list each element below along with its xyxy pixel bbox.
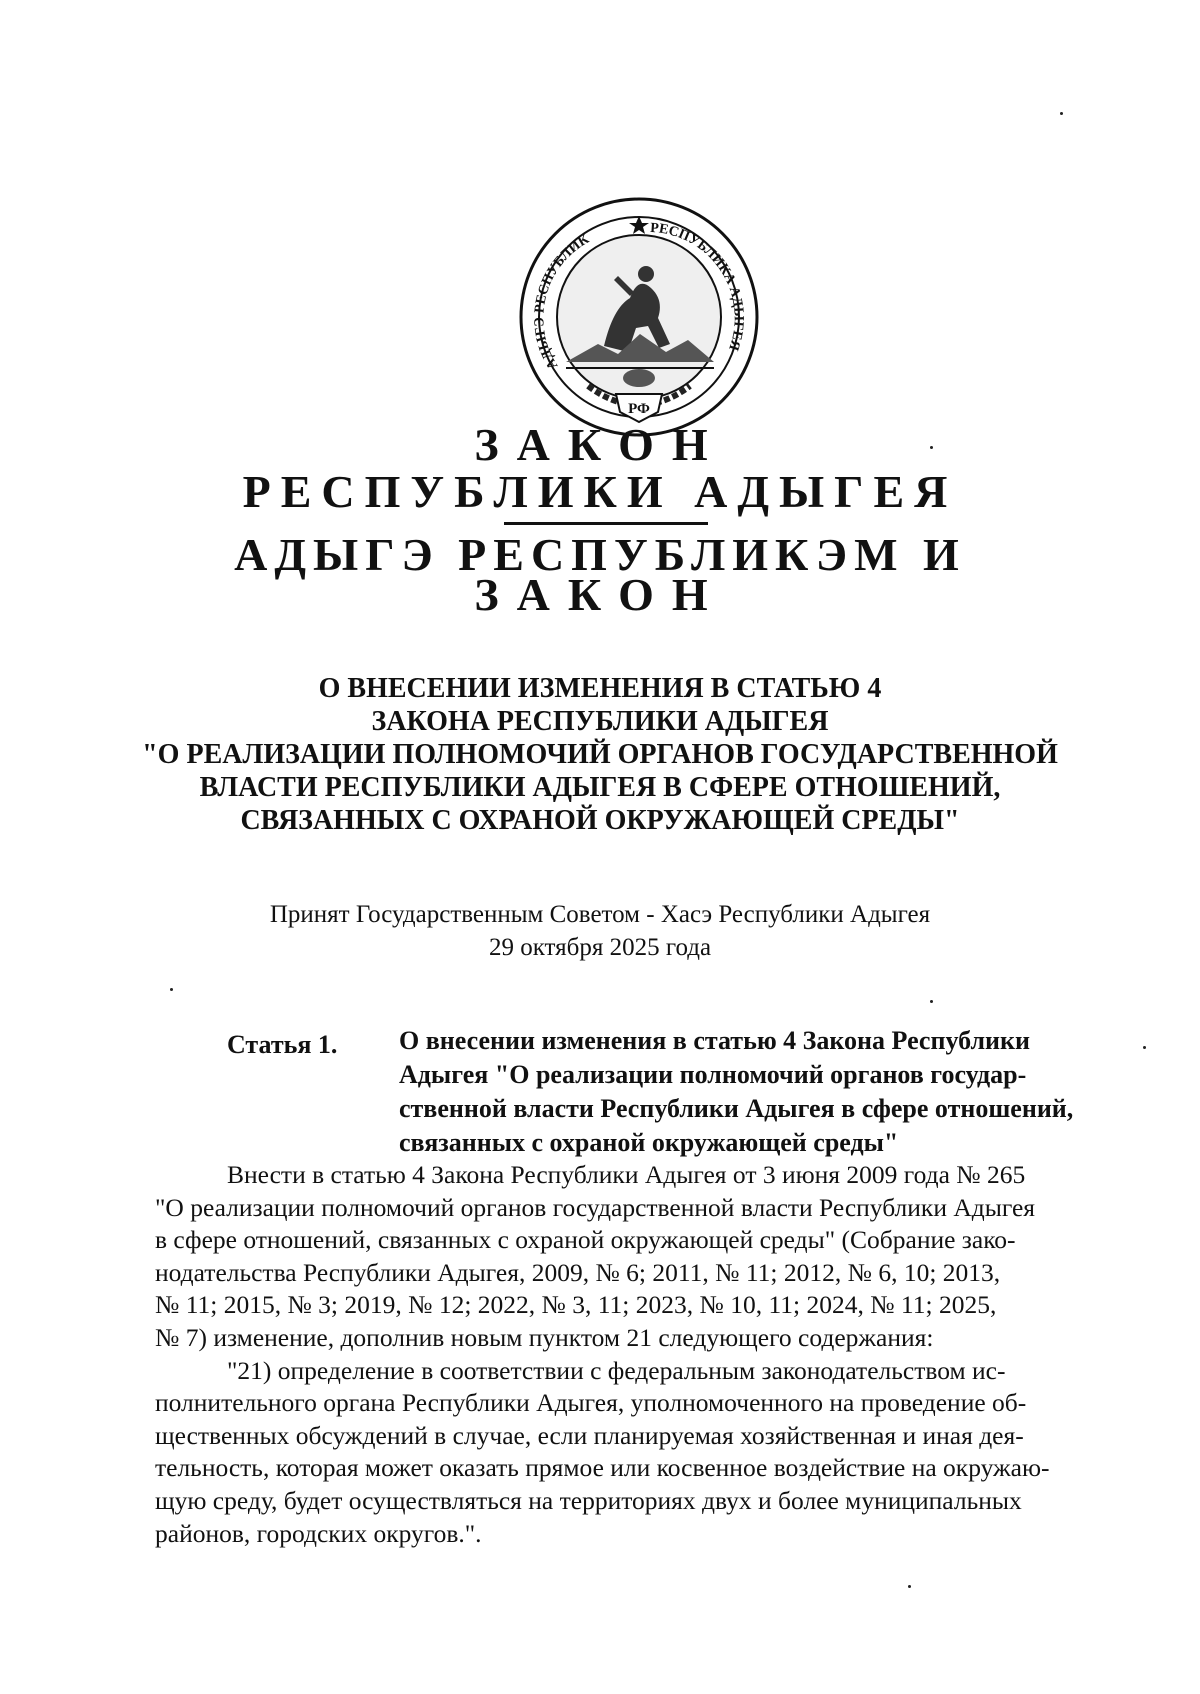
body-line: "О реализации полномочий органов государственной власти Республики Адыгея <box>155 1192 1036 1222</box>
article-label: Статья 1. <box>227 1030 338 1059</box>
adygea-coat-of-arms-icon <box>518 196 760 438</box>
scan-speck <box>908 1585 911 1588</box>
body-line: щую среду, будет осуществляться на территориях двух и более муниципальных <box>155 1485 1022 1515</box>
title-law: ЗАКОН <box>474 419 726 470</box>
body-line: № 7) изменение, дополнив новым пунктом 21 следующего содержания: <box>155 1322 934 1352</box>
body-line: нодательства Республики Адыгея, 2009, № 6; 2011, № 11; 2012, № 6, 10; 2013, <box>155 1257 1001 1287</box>
article-title-line: ственной власти Республики Адыгея в сфере отношений, <box>399 1094 1074 1123</box>
subtitle-line: ЗАКОНА РЕСПУБЛИКИ АДЫГЕЯ <box>371 706 829 737</box>
article-body <box>155 1159 1130 1550</box>
body-line: № 11; 2015, № 3; 2019, № 12; 2022, № 3, 11; 2023, № 10, 11; 2024, № 11; 2025, <box>155 1290 997 1320</box>
article-title <box>399 1024 1124 1160</box>
scan-speck <box>1060 112 1063 115</box>
article-title-line: Адыгея "О реализации полномочий органов государ- <box>399 1060 1027 1089</box>
body-line: "21) определение в соответствии с федеральным законодательством ис- <box>227 1355 1006 1385</box>
body-line: щественных обсуждений в случае, если планируемая хозяйственная и иная дея- <box>155 1420 1024 1450</box>
title-divider <box>504 522 708 525</box>
emblem-left-text: АДЫГЭ РЕСПУБЛИК <box>532 231 592 372</box>
scan-speck <box>170 988 173 991</box>
emblem-right-text: РЕСПУБЛИКА АДЫГЕЯ <box>649 220 746 353</box>
adoption-body: Принят Государственным Советом - Хасэ Республики Адыгея <box>269 901 931 928</box>
title-adyghe-republic: АДЫГЭ РЕСПУБЛИКЭМ И <box>234 529 966 580</box>
subtitle-line: СВЯЗАННЫХ С ОХРАНОЙ ОКРУЖАЮЩЕЙ СРЕДЫ" <box>240 805 960 836</box>
article-title-line: связанных с охраной окружающей среды" <box>399 1128 899 1157</box>
adoption-note <box>140 898 1060 964</box>
body-line: тельность, которая может оказать прямое или косвенное воздействие на окружаю- <box>155 1453 1050 1483</box>
body-line: Внести в статью 4 Закона Республики Адыгея от 3 июня 2009 года № 265 <box>227 1160 1026 1189</box>
article-title-line: О внесении изменения в статью 4 Закона Республики <box>399 1026 1030 1055</box>
title-republic: РЕСПУБЛИКИ АДЫГЕЯ <box>242 466 958 517</box>
law-subtitle <box>140 672 1060 837</box>
scan-speck <box>1143 1046 1146 1049</box>
subtitle-line: "О РЕАЛИЗАЦИИ ПОЛНОМОЧИЙ ОРГАНОВ ГОСУДАРСТВЕННОЙ <box>142 739 1058 770</box>
subtitle-line: О ВНЕСЕНИИ ИЗМЕНЕНИЯ В СТАТЬЮ 4 <box>318 673 882 704</box>
emblem-letters: РФ <box>628 401 650 417</box>
body-line: в сфере отношений, связанных с охраной окружающей среды" (Собрание зако- <box>155 1225 1016 1255</box>
scan-speck <box>930 1000 933 1003</box>
scan-speck <box>930 446 933 449</box>
adoption-date: 29 октября 2025 года <box>488 934 712 961</box>
body-line: полнительного органа Республики Адыгея, уполномоченного на проведение об- <box>155 1388 1027 1418</box>
subtitle-line: ВЛАСТИ РЕСПУБЛИКИ АДЫГЕЯ В СФЕРЕ ОТНОШЕНИЙ, <box>199 772 1001 803</box>
title-adyghe-law: ЗАКОН <box>474 569 726 620</box>
body-line: районов, городских округов.". <box>155 1518 482 1548</box>
